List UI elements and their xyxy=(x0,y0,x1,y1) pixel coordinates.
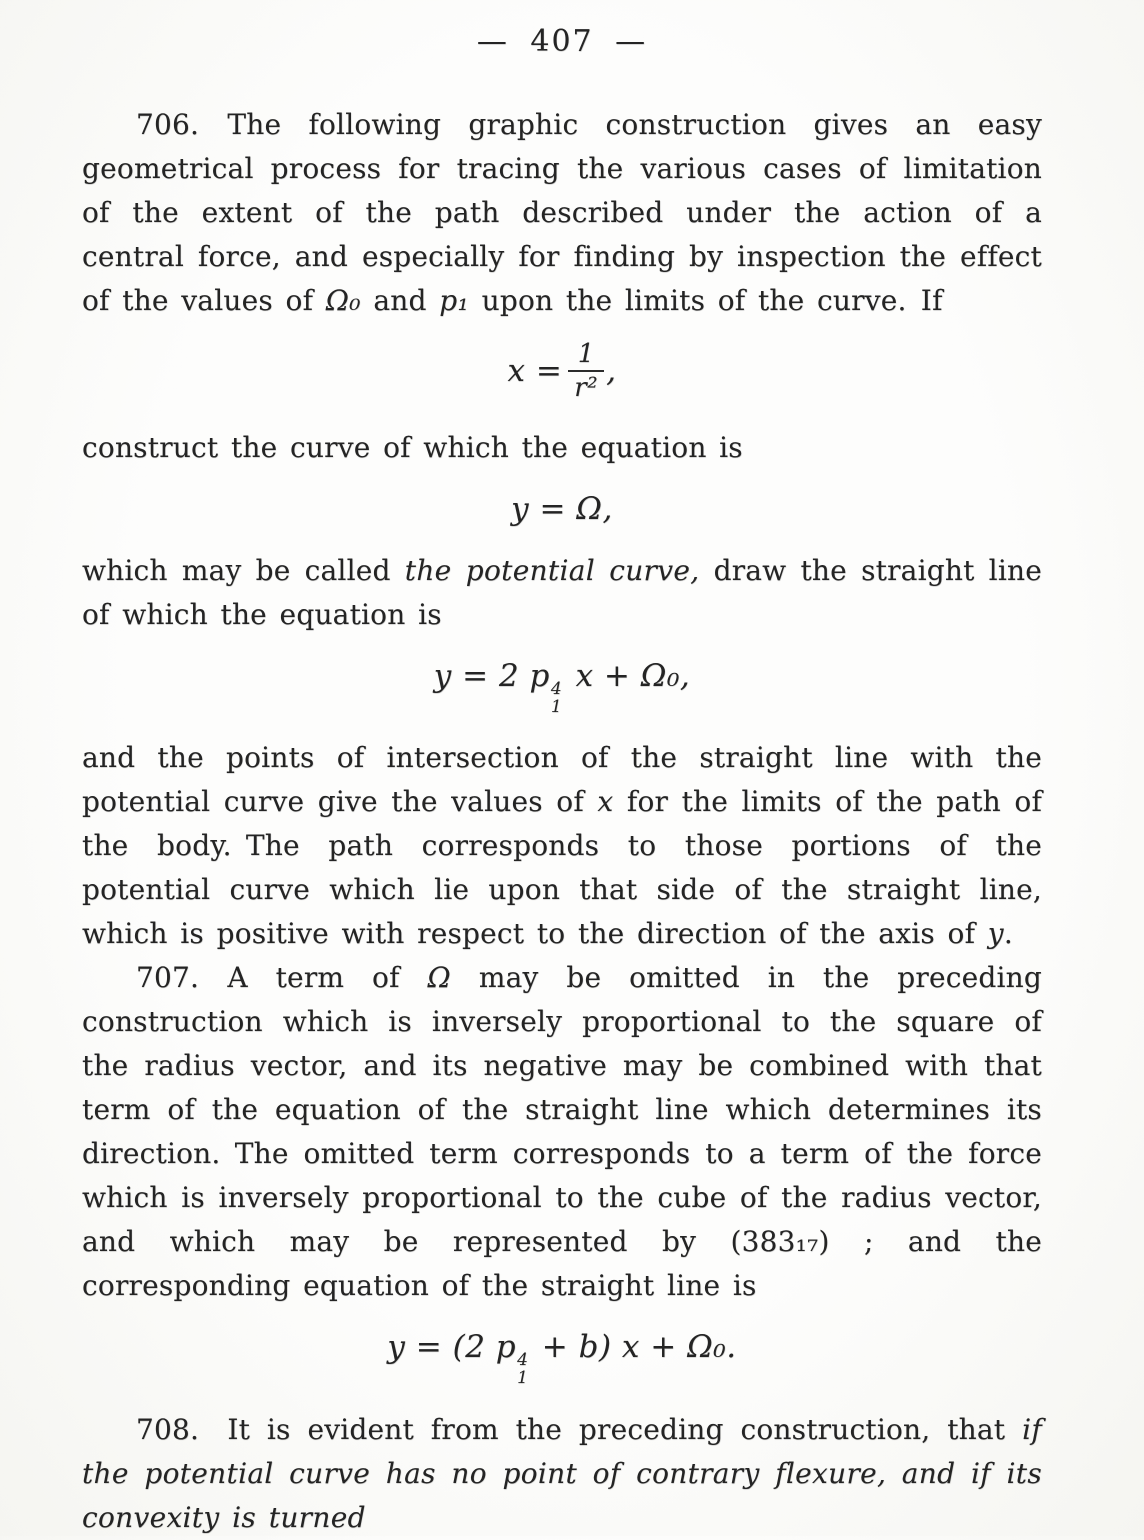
equation-post: + b) x + Ω₀. xyxy=(531,1329,737,1366)
text-segment: may be omitted in the preceding construction which is inversely proportional to the square of the radius vector, and its negative may be combined with that term of the equation of the straight line which determines its direction. The omitted term corresponds to a term of the force which is inversely proportional to the cube of the radius vector, and which may be represented by (383₁₇) ; and the corresponding equation of the straight line is xyxy=(82,961,1042,1303)
fraction-numerator: 1 xyxy=(577,339,595,369)
paragraph-potential-curve xyxy=(82,549,1042,637)
paragraph-706 xyxy=(82,103,1042,323)
fraction xyxy=(568,339,604,404)
text-segment: draw the straight line of which the equation is xyxy=(82,554,1042,632)
text-segment: and xyxy=(360,284,440,317)
text-segment: and the points of intersection of the straight line with the potential curve give the values of xyxy=(82,741,1042,819)
text-segment: 706. The following graphic construction gives an easy geometrical process for tracing the various cases of limitation of the extent of the path described under the action of a central force, and especially for finding by inspection the effect of the values of xyxy=(82,108,1042,317)
superscript: 4 xyxy=(550,678,563,699)
text-segment: for the limits of the path of the body. The path corresponds to those portions of the potential curve which lie upon that side of the straight line, which is positive with respect to the direction of the axis of xyxy=(82,785,1043,951)
text-segment: 708. It is evident from the preceding construction, that xyxy=(136,1412,1023,1446)
equation-x-equals-one-over-r-squared xyxy=(82,339,1042,404)
text-segment: upon the limits of the curve. If xyxy=(469,284,943,317)
equation-straight-line xyxy=(82,657,1042,716)
equation-straight-line-with-b xyxy=(82,1328,1042,1387)
superscript: 4 xyxy=(517,1350,529,1371)
text-segment: the potential curve, xyxy=(404,554,700,588)
text-segment: . xyxy=(1003,917,1013,951)
fraction-denominator: r² xyxy=(568,370,604,404)
paragraph-construct-curve xyxy=(82,426,1042,470)
text-segment: if the potential curve has no point of contrary flexure, and if its convexity is turned xyxy=(82,1412,1042,1534)
text-segment: construct the curve of which the equation is xyxy=(82,431,743,465)
text-segment: x xyxy=(597,785,614,819)
equation-y-equals-omega: y = Ω, xyxy=(511,491,613,528)
page-number: — 407 — xyxy=(476,24,648,59)
text-segment: which may be called xyxy=(82,554,405,588)
subscript: 1 xyxy=(517,1367,529,1388)
text-segment: y xyxy=(987,917,1004,951)
equation-pre: y = 2 p xyxy=(433,658,550,695)
paragraph-707 xyxy=(82,956,1042,1308)
text-segment: Ω xyxy=(427,961,451,995)
equation-post: x + Ω₀, xyxy=(565,658,691,695)
equation-suffix: , xyxy=(606,353,617,390)
text-segment: 707. A term of xyxy=(136,961,428,995)
sup-sub-stack xyxy=(550,678,563,717)
paragraph-708 xyxy=(82,1408,1042,1540)
text-segment: p₁ xyxy=(439,284,469,317)
text-segment: Ω₀ xyxy=(325,284,361,317)
paragraph-intersection xyxy=(82,736,1042,956)
sup-sub-stack xyxy=(517,1352,528,1388)
equation-lhs: x = xyxy=(507,353,563,390)
equation-pre: y = (2 p xyxy=(387,1329,517,1366)
subscript: 1 xyxy=(550,696,563,717)
